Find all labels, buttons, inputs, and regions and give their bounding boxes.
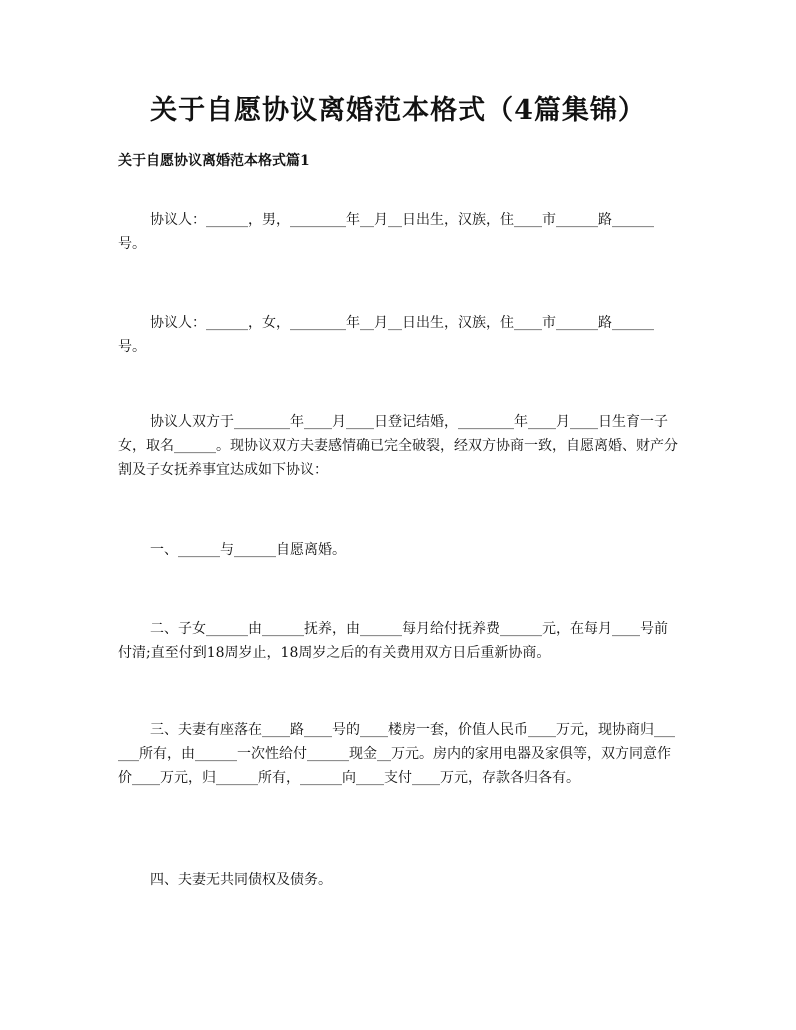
paragraph-clause-4: 四、夫妻无共同债权及债务。	[150, 872, 332, 888]
paragraph-marriage-info: 协议人双方于________年____月____日登记结婚，________年____月____日生育一子女，取名______。现协议双方夫妻感情确已完全破裂，经双方协商一致，自愿离婚、财产分割及子女抚养事宜达成如下协议：	[118, 414, 678, 478]
paragraph-clause-1: 一、______与______自愿离婚。	[150, 542, 346, 558]
document-title: 关于自愿协议离婚范本格式（4篇集锦）	[150, 95, 646, 126]
paragraph-party-male: 协议人：______，男，________年__月__日出生，汉族，住____市______路______号。	[118, 212, 654, 252]
paragraph-clause-3: 三、夫妻有座落在____路____号的____楼房一套，价值人民币____万元，现协商归______所有，由______一次性给付______现金__万元。房内的家用电器及家俱等，双方同意作价____万元，归______所有，______向____支付____万元，存款各归各有。	[118, 722, 675, 786]
paragraph-clause-2: 二、子女______由______抚养，由______每月给付抚养费______元，在每月____号前付清;直至付到18周岁止，18周岁之后的有关费用双方日后重新协商。	[118, 621, 668, 661]
paragraph-party-female: 协议人：______，女，________年__月__日出生，汉族，住____市______路______号。	[118, 315, 654, 355]
section-heading: 关于自愿协议离婚范本格式篇1	[118, 153, 310, 169]
